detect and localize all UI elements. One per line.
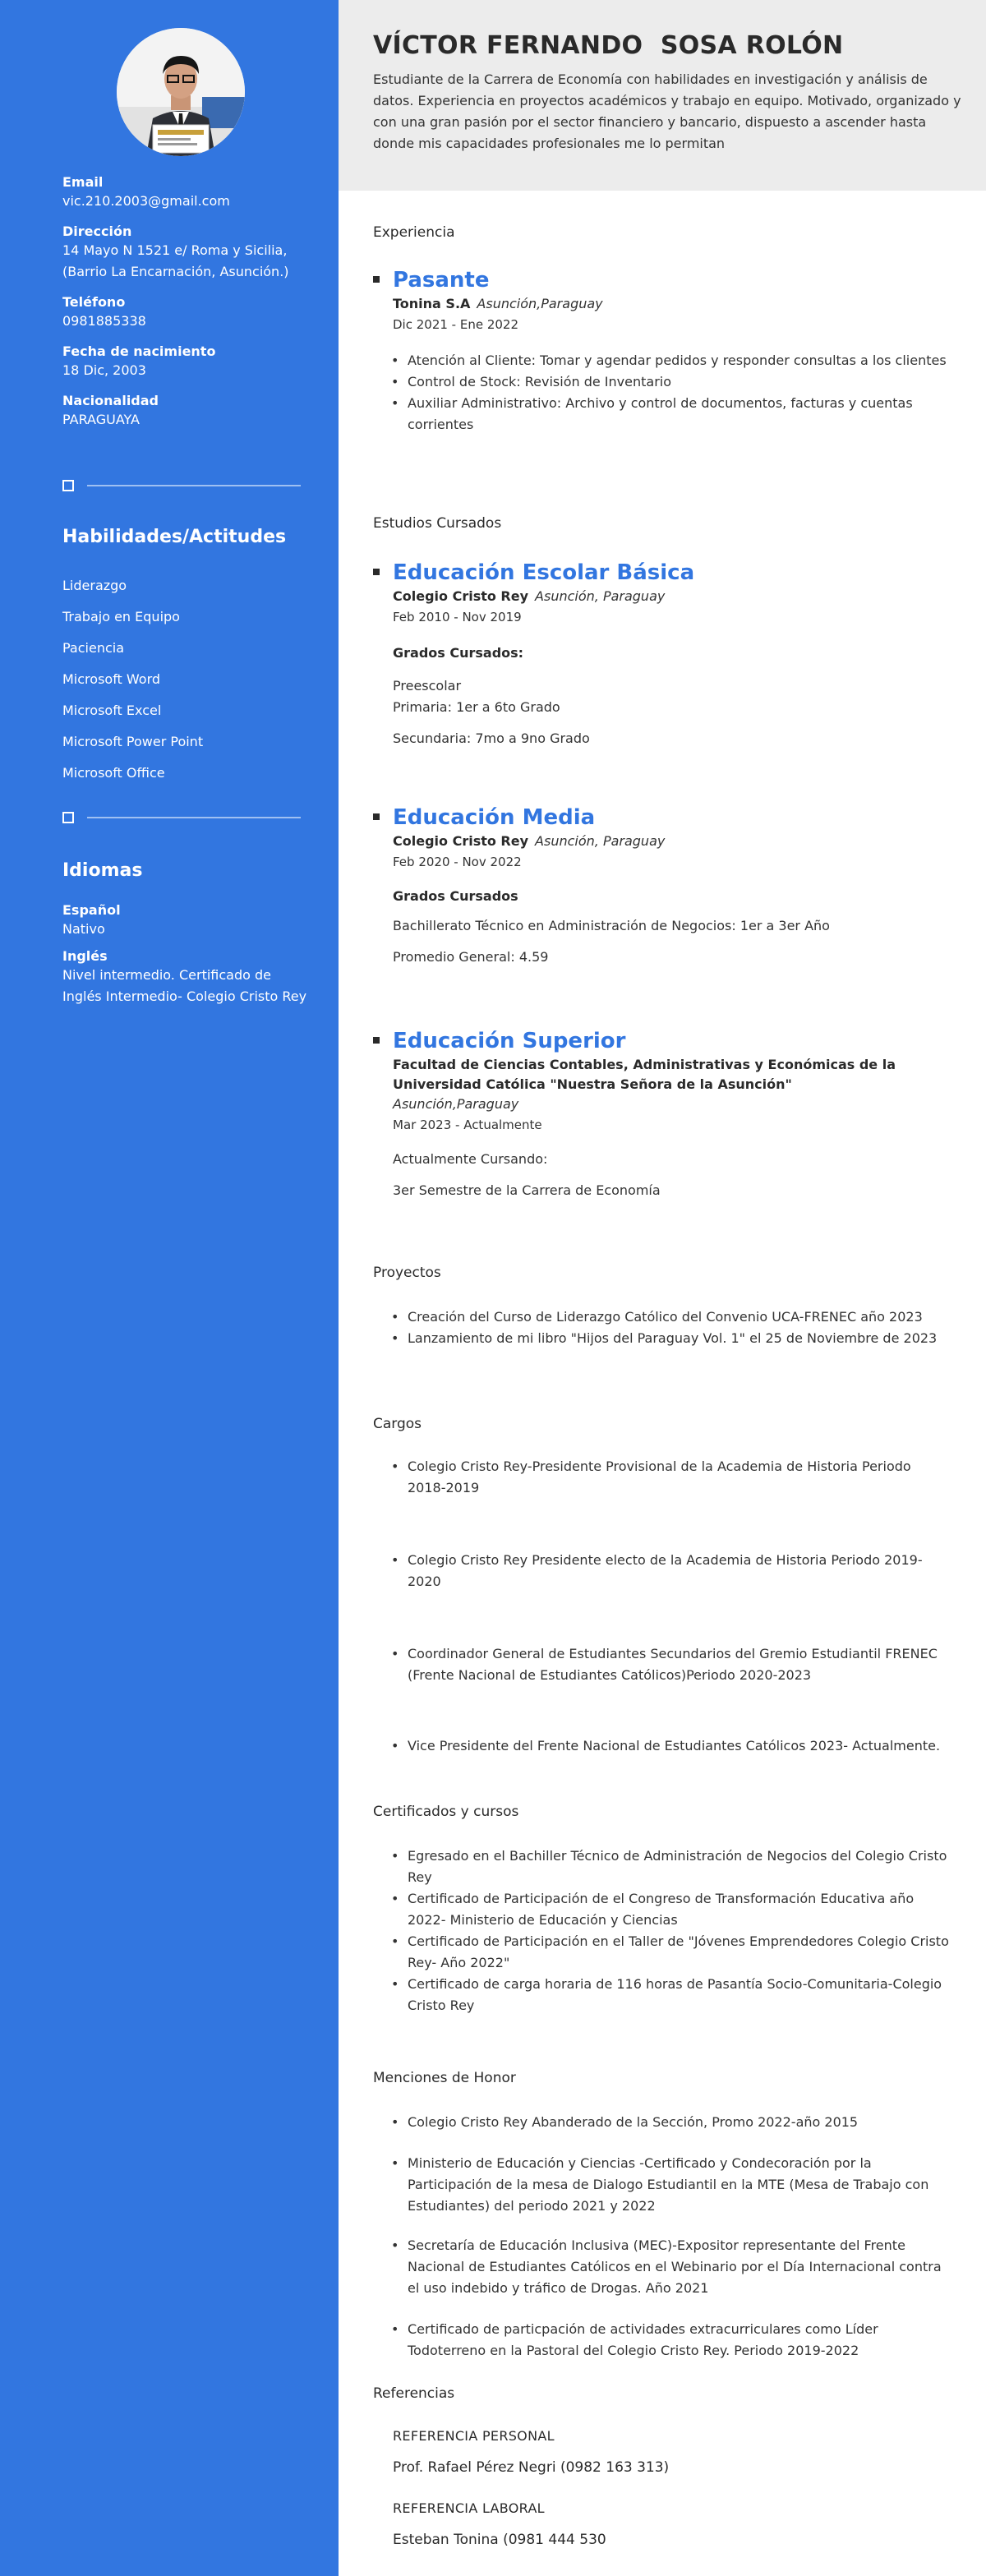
average-line: Promedio General: 4.59 <box>393 949 549 965</box>
list-item: • Vice Presidente del Frente Nacional de Estudiantes Católicos 2023- Actualmente. <box>383 1735 950 1757</box>
honors-list <box>383 2153 950 2217</box>
candidate-name: VÍCTOR FERNANDO SOSA ROLÓN <box>373 31 844 60</box>
list-item: • Colegio Cristo Rey-Presidente Provisional de la Academia de Historia Periodo 2018-2019 <box>383 1456 950 1499</box>
list-item: • Certificado de Participación de el Congreso de Transformación Educativa año 2022- Ministerio de Educación y Ciencias <box>383 1888 950 1931</box>
language-name: Inglés <box>62 948 108 964</box>
honors-list <box>383 2112 950 2133</box>
skill-item: Trabajo en Equipo <box>62 609 180 624</box>
list-item: • Egresado en el Bachiller Técnico de Administración de Negocios del Colegio Cristo Rey <box>383 1846 950 1888</box>
entry-heading <box>373 1027 948 1055</box>
grade-line: Preescolar <box>393 678 462 694</box>
profile-photo <box>117 28 245 156</box>
skill-item: Microsoft Excel <box>62 703 162 718</box>
phone-value: 0981885338 <box>62 313 146 329</box>
current-study-value: 3er Semestre de la Carrera de Economía <box>393 1182 661 1198</box>
job-dates: Dic 2021 - Ene 2022 <box>393 317 519 332</box>
grades-heading: Grados Cursados: <box>393 645 524 661</box>
list-item: • Certificado de Participación en el Taller de "Jóvenes Emprendedores Colegio Cristo Rey- Año 2022" <box>383 1931 950 1974</box>
job-tasks <box>383 350 948 435</box>
square-bullet-icon <box>373 1037 380 1044</box>
experience-heading: Experiencia <box>373 224 455 241</box>
certificates-list <box>383 1846 950 2016</box>
school <box>393 832 948 851</box>
education-dates: Feb 2020 - Nov 2022 <box>393 855 522 869</box>
language-name: Español <box>62 902 121 918</box>
school-name: Facultad de Ciencias Contables, Administrativas y Económicas de la Universidad Católica "Nuestra Señora de la Asunción" <box>393 1057 896 1092</box>
school-location: Asunción, Paraguay <box>535 833 666 849</box>
experience-entry <box>373 266 948 435</box>
grade-line: Secundaria: 7mo a 9no Grado <box>393 730 590 746</box>
education-title: Educación Media <box>393 805 596 830</box>
positions-heading: Cargos <box>373 1416 422 1432</box>
profile-summary: Estudiante de la Carrera de Economía con habilidades en investigación y análisis de datos. Experiencia en proyectos académicos y trabajo en equipo. Motivado, organizado y con una gran pasión por el sector financiero y bancario, dispuesto a ascender hasta donde mis capacidades profesionales me lo permitan <box>373 71 961 151</box>
company-name: Tonina S.A <box>393 296 471 311</box>
job-role: Pasante <box>393 268 490 293</box>
square-bullet-icon <box>373 813 380 820</box>
grades-heading: Grados Cursados <box>393 888 518 904</box>
avatar <box>117 28 245 156</box>
education-media <box>373 804 948 968</box>
honors-list <box>383 2319 950 2362</box>
education-title: Educación Escolar Básica <box>393 560 695 585</box>
email-label: Email <box>62 174 104 190</box>
email-value[interactable]: vic.210.2003@gmail.com <box>62 193 230 209</box>
contact-section <box>62 174 309 442</box>
references-heading: Referencias <box>373 2385 455 2402</box>
list-item: • Auxiliar Administrativo: Archivo y control de documentos, facturas y cuentas corrientes <box>383 393 948 435</box>
list-item: • Secretaría de Educación Inclusiva (MEC)-Expositor representante del Frente Nacional de Estudiantes Católicos en el Webinario por el Día Internacional contra el uso indebido y tráfico de Drogas. Año 2021 <box>383 2235 950 2299</box>
section-divider <box>62 812 301 823</box>
language-level: Nivel intermedio. Certificado de Inglés Intermedio- Colegio Cristo Rey <box>62 967 307 1004</box>
personal-reference-value: Prof. Rafael Pérez Negri (0982 163 313) <box>393 2459 670 2476</box>
education-dates: Mar 2023 - Actualmente <box>393 1117 542 1132</box>
education-superior <box>373 1027 948 1201</box>
school-location: Asunción, Paraguay <box>535 588 666 604</box>
address-label: Dirección <box>62 223 132 239</box>
divider-square-icon <box>62 812 74 823</box>
square-bullet-icon <box>373 276 380 283</box>
current-study-label: Actualmente Cursando: <box>393 1151 548 1167</box>
birthdate-value: 18 Dic, 2003 <box>62 362 146 378</box>
skill-item: Liderazgo <box>62 578 127 593</box>
positions-list <box>383 1735 950 1757</box>
skills-title: Habilidades/Actitudes <box>62 527 287 547</box>
entry-heading <box>373 559 948 587</box>
school <box>393 587 948 606</box>
work-reference-label: REFERENCIA LABORAL <box>393 2500 545 2516</box>
skill-item: Paciencia <box>62 640 125 656</box>
work-reference-value: Esteban Tonina (0981 444 530 <box>393 2532 606 2548</box>
list-item: • Colegio Cristo Rey Presidente electo de la Academia de Historia Periodo 2019-2020 <box>383 1550 950 1592</box>
projects-list <box>383 1306 950 1349</box>
divider-line <box>87 485 301 486</box>
positions-list <box>383 1643 950 1686</box>
education-dates: Feb 2010 - Nov 2019 <box>393 610 522 624</box>
list-item: • Ministerio de Educación y Ciencias -Certificado y Condecoración por la Participación de la mesa de Dialogo Estudiantil en la MTE (Mesa de Trabajo con Estudiantes) del periodo 2021 y 2022 <box>383 2153 950 2217</box>
certificates-heading: Certificados y cursos <box>373 1804 519 1820</box>
main-content <box>339 0 986 2576</box>
company <box>393 294 948 314</box>
skill-item: Microsoft Office <box>62 765 165 781</box>
personal-reference-label: REFERENCIA PERSONAL <box>393 2428 555 2444</box>
education-basic <box>373 559 948 749</box>
list-item: • Certificado de particpación de actividades extracurriculares como Líder Todoterreno en la Pastoral del Colegio Cristo Rey. Periodo 2019-2022 <box>383 2319 950 2362</box>
list-item: • Creación del Curso de Liderazgo Católico del Convenio UCA-FRENEC año 2023 <box>383 1306 950 1328</box>
education-heading: Estudios Cursados <box>373 515 502 532</box>
header-band <box>339 0 986 191</box>
skills-list <box>62 570 309 789</box>
positions-list <box>383 1550 950 1592</box>
honors-heading: Menciones de Honor <box>373 2070 516 2086</box>
divider-square-icon <box>62 480 74 491</box>
nationality-label: Nacionalidad <box>62 393 159 408</box>
birthdate-label: Fecha de nacimiento <box>62 343 216 359</box>
address-value: 14 Mayo N 1521 e/ Roma y Sicilia, (Barrio La Encarnación, Asunción.) <box>62 242 289 279</box>
divider-line <box>87 817 301 818</box>
phone-label: Teléfono <box>62 294 126 310</box>
square-bullet-icon <box>373 569 380 575</box>
positions-list <box>383 1456 950 1499</box>
projects-heading: Proyectos <box>373 1265 441 1281</box>
language-level: Nativo <box>62 921 105 937</box>
skill-item: Microsoft Word <box>62 671 161 687</box>
languages-title: Idiomas <box>62 860 143 881</box>
company-location: Asunción,Paraguay <box>477 296 603 311</box>
honors-list <box>383 2235 950 2299</box>
entry-heading <box>373 804 948 832</box>
education-title: Educación Superior <box>393 1029 626 1053</box>
languages-list <box>62 902 309 1016</box>
nationality-value: PARAGUAYA <box>62 412 140 427</box>
sidebar <box>0 0 339 2576</box>
list-item: • Atención al Cliente: Tomar y agendar pedidos y responder consultas a los clientes <box>383 350 948 371</box>
entry-heading <box>373 266 948 294</box>
section-divider <box>62 480 301 491</box>
list-item: • Colegio Cristo Rey Abanderado de la Sección, Promo 2022-año 2015 <box>383 2112 950 2133</box>
list-item: • Control de Stock: Revisión de Inventario <box>383 371 948 393</box>
list-item: • Lanzamiento de mi libro "Hijos del Paraguay Vol. 1" el 25 de Noviembre de 2023 <box>383 1328 950 1349</box>
list-item: • Coordinador General de Estudiantes Secundarios del Gremio Estudiantil FRENEC (Frente Nacional de Estudiantes Católicos)Periodo 2020-2023 <box>383 1643 950 1686</box>
list-item: • Certificado de carga horaria de 116 horas de Pasantía Socio-Comunitaria-Colegio Cristo Rey <box>383 1974 950 2016</box>
grade-line: Bachillerato Técnico en Administración de Negocios: 1er a 3er Año <box>393 918 830 933</box>
grade-line: Primaria: 1er a 6to Grado <box>393 699 560 715</box>
school-location: Asunción,Paraguay <box>393 1096 519 1112</box>
school-name: Colegio Cristo Rey <box>393 833 529 849</box>
school-name: Colegio Cristo Rey <box>393 588 529 604</box>
skill-item: Microsoft Power Point <box>62 734 204 749</box>
